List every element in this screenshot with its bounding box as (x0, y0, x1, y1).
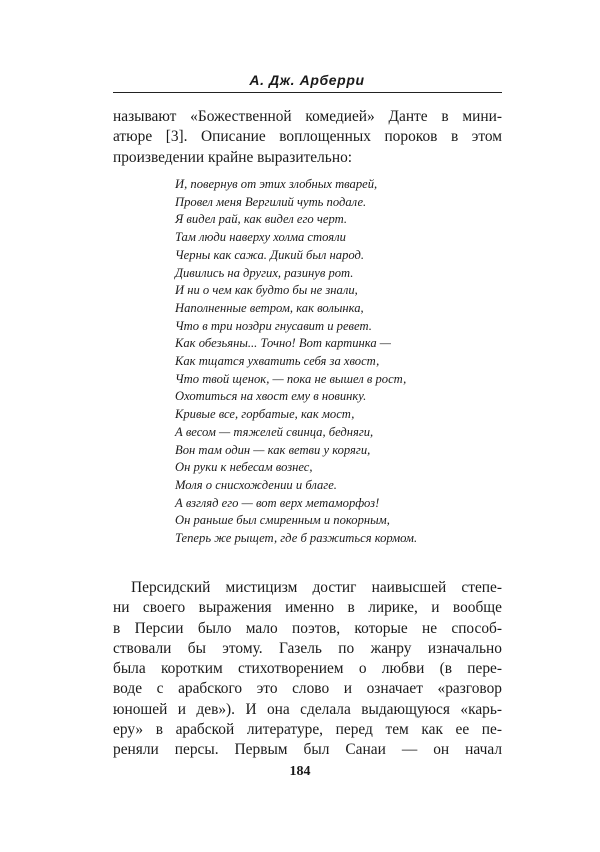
poem-line: Теперь же рыщет, где б разжиться кормом. (175, 531, 418, 546)
text-line: называют «Божественной комедией» Данте в мини- (113, 108, 502, 125)
text-line: атюре [3]. Описание воплощенных пороков в этом (113, 128, 502, 146)
text-line: юношей и дев»). И она сделала выдающуюся «карь- (113, 700, 502, 718)
poem-line: Кривые все, горбатые, как мост, (175, 407, 355, 422)
running-header: А. Дж. Арберри (249, 72, 365, 88)
text-line: реняли персы. Первым был Санаи — он начал (113, 741, 502, 759)
text-line: ствовали бы этому. Газель по жанру изначально (113, 639, 502, 657)
poem-line: Там люди наверху холма стояли (175, 230, 346, 245)
header-rule (113, 92, 502, 93)
text-line: ни своего выражения именно в лирике, и вообще (113, 599, 502, 617)
paragraph-persian-mysticism (113, 578, 502, 761)
poem-line: Он раньше был смиренным и покорным, (175, 513, 390, 528)
poem-line: Охотиться на хвост ему в новинку. (175, 389, 367, 404)
text-line: Персидский мистицизм достиг наивысшей степе- (131, 579, 502, 596)
text-line: была коротким стихотворением о любви (в пере- (113, 660, 502, 678)
poem-line: Как тщатся ухватить себя за хвост, (175, 354, 380, 369)
poem-line: Что в три ноздри гнусавит и ревет. (175, 318, 372, 333)
text-line: в Персии было мало поэтов, которые не способ- (113, 619, 502, 637)
poem-line: Он руки к небесам вознес, (175, 460, 313, 475)
text-line: воде с арабского это слово и означает «разговор (113, 680, 502, 698)
poem-line: И ни о чем как будто бы не знали, (175, 283, 358, 298)
poem-line: И, повернув от этих злобных тварей, (175, 177, 378, 191)
poem-line: Черны как сажа. Дикий был народ. (175, 247, 365, 262)
poem-line: Я видел рай, как видел его черт. (175, 212, 348, 227)
page-number: 184 (289, 764, 311, 779)
poem-line: Наполненные ветром, как волынка, (175, 300, 364, 315)
paragraph-intro (113, 107, 502, 168)
poem-line: Провел меня Вергилий чуть подале. (175, 194, 367, 209)
poem-line: А взгляд его — вот верх метаморфоз! (175, 495, 380, 510)
text-line: произведении крайне выразительно: (113, 148, 353, 166)
text-line: еру» в арабской литературе, перед тем как ее пе- (113, 721, 502, 739)
poem-quote (175, 176, 495, 548)
poem-line: Как обезьяны... Точно! Вот картинка — (175, 336, 391, 351)
poem-line: Вон там один — как ветви у коряги, (175, 442, 371, 457)
poem-line: Что твой щенок, — пока не вышел в рост, (175, 371, 407, 386)
poem-line: Дивились на других, разинув рот. (175, 265, 354, 280)
poem-line: Моля о снисхождении и благе. (175, 477, 337, 492)
poem-line: А весом — тяжелей свинца, бедняги, (175, 424, 374, 439)
